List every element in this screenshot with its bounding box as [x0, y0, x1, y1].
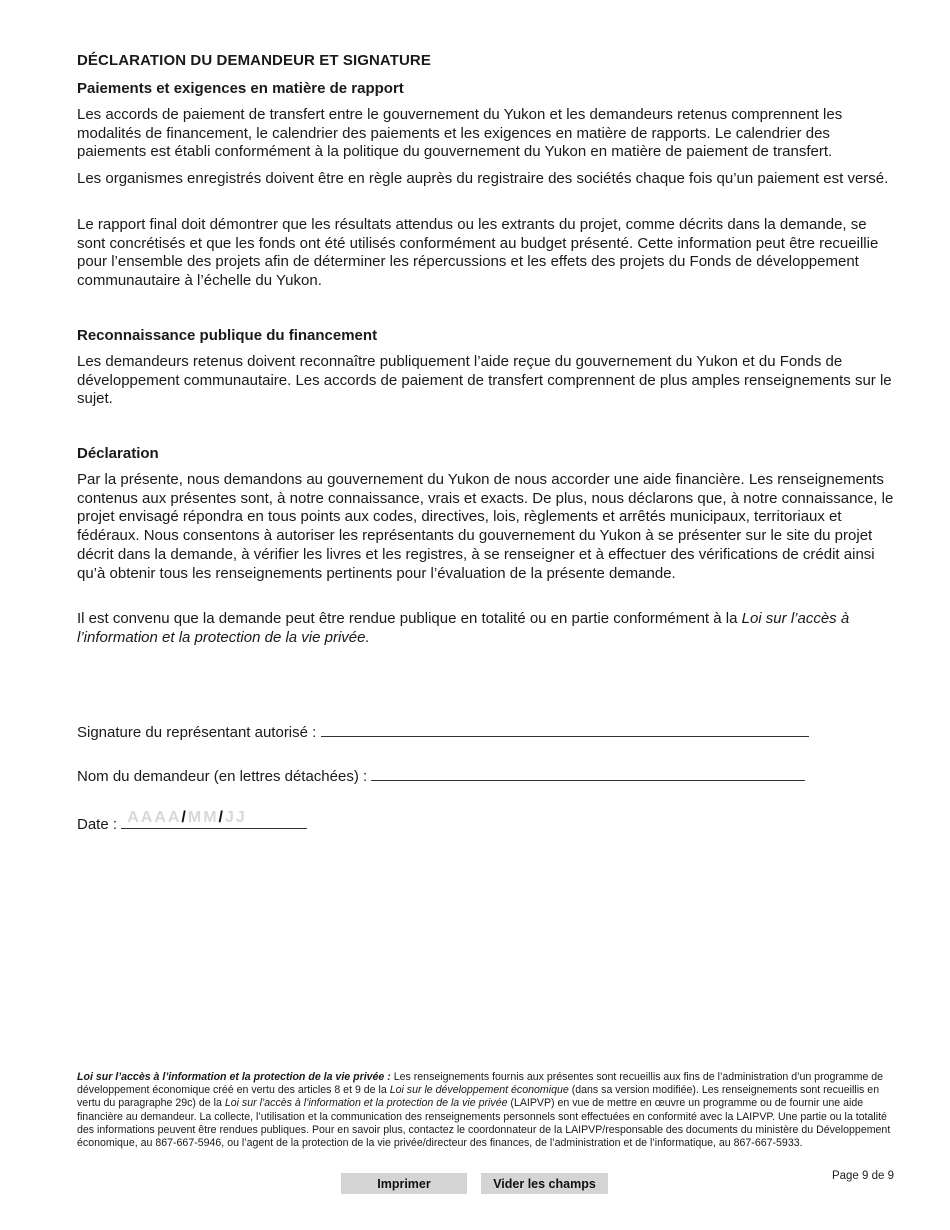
applicant-name-row	[77, 766, 805, 785]
section-heading-payments: Paiements et exigences en matière de rapport	[77, 80, 404, 97]
payments-paragraph-2: Les organismes enregistrés doivent être en règle auprès du registraire des sociétés chaque fois qu’un paiement est versé.	[77, 170, 889, 187]
date-month-placeholder: MM	[187, 809, 219, 826]
date-row	[77, 810, 307, 833]
clear-fields-button[interactable]: Vider les champs	[481, 1173, 608, 1194]
payments-paragraph-3: Le rapport final doit démontrer que les résultats attendus ou les extrants du projet, comme décrits dans la demande, se sont concrétisés et que les fonds ont été utilisés conformément au budget présenté. Cette information peut être recueillie pour l’ensemble des projets afin de déterminer les répercussions et les effets des projets du Fonds de développement communautaire à l’échelle du Yukon.	[77, 216, 879, 290]
section-heading-declaration: Déclaration	[77, 445, 159, 462]
payments-paragraph-1: Les accords de paiement de transfert entre le gouvernement du Yukon et les demandeurs retenus comprennent les modalités de financement, le calendrier des paiements et les exigences en matière de rapports. Le calendrier des paiements est établi conformément à la politique du gouvernement du Yukon en matière de paiement de transfert.	[77, 106, 843, 161]
applicant-name-label: Nom du demandeur (en lettres détachées) :	[77, 768, 368, 785]
signature-label: Signature du représentant autorisé :	[77, 724, 317, 741]
date-label: Date :	[77, 816, 118, 833]
footnote-italic: Loi sur l’accès à l’information et la protection de la vie privée	[224, 1097, 508, 1110]
date-year-placeholder: AAAA	[127, 809, 182, 826]
signature-row	[77, 722, 809, 741]
page-number: Page 9 de 9	[831, 1170, 894, 1182]
date-separator: /	[218, 809, 225, 826]
date-day-placeholder: JJ	[224, 809, 247, 826]
privacy-footnote	[77, 1071, 897, 1150]
declaration-paragraph-1: Par la présente, nous demandons au gouvernement du Yukon de nous accorder une aide financière. Les renseignements contenus aux présentes sont, à notre connaissance, vrais et exacts. De plus, nous déclarons que, à notre connaissance, le projet envisagé répondra en tous points aux codes, directives, lois, règlements et arrêtés municipaux, territoriaux et fédéraux. Nous consentons à autoriser les représentants du gouvernement du Yukon à se présenter sur le site du projet décrit dans la demande, à vérifier les livres et les registres, à se renseigner et à effectuer des vérifications de crédit ainsi qu’à obtenir tous les renseignements pertinents pour l’évaluation de la présente demande.	[77, 471, 894, 582]
footnote-text: (LAIPVP) en vue de mettre en œuvre un programme ou de fournir une aide financière au demandeur. La collecte, l’utilisation et la communication des renseignements personnels sont effectuées en conformité avec la LAIPVP. Une partie ou la totalité des informations peuvent être rendues publiques. Pour en savoir plus, contactez le coordonnateur de la LAIPVP/responsable des documents du ministère du Développement économique, au 867-667-5946, ou l’agent de la protection de la vie privée/directeur des finances, de l’administration et de l’informatique, au 867-667-5933.	[77, 1097, 891, 1150]
section-heading-recognition: Reconnaissance publique du financement	[77, 327, 378, 344]
law-title-italic: Loi sur l’accès à l’information et la protection de la vie privée.	[77, 610, 850, 646]
date-field[interactable]	[121, 810, 307, 829]
footnote-text: (dans sa version modifiée). Les renseignements sont recueillis en vertu du paragraphe 29c) de la	[77, 1084, 880, 1110]
footnote-italic: Loi sur le développement économique	[389, 1084, 569, 1097]
declaration-paragraph-2	[77, 610, 895, 647]
signature-field[interactable]	[321, 722, 809, 737]
footnote-text: Les renseignements fournis aux présentes sont recueillis aux fins de l’administration d’un programme de développement économique créé en vertu des articles 8 et 9 de la	[77, 1071, 884, 1097]
applicant-name-field[interactable]	[371, 766, 805, 781]
footnote-law-title: Loi sur l’accès à l’information et la protection de la vie privée :	[77, 1071, 391, 1083]
date-separator: /	[181, 809, 188, 826]
declaration-text: Il est convenu que la demande peut être rendue publique en totalité ou en partie conformément à la	[77, 610, 742, 627]
recognition-paragraph: Les demandeurs retenus doivent reconnaître publiquement l’aide reçue du gouvernement du Yukon et du Fonds de développement communautaire. Les accords de paiement de transfert comprennent de plus amples renseignements sur le sujet.	[77, 353, 892, 408]
page-title: DÉCLARATION DU DEMANDEUR ET SIGNATURE	[77, 52, 431, 69]
print-button[interactable]: Imprimer	[341, 1173, 467, 1194]
date-placeholder	[127, 809, 247, 827]
